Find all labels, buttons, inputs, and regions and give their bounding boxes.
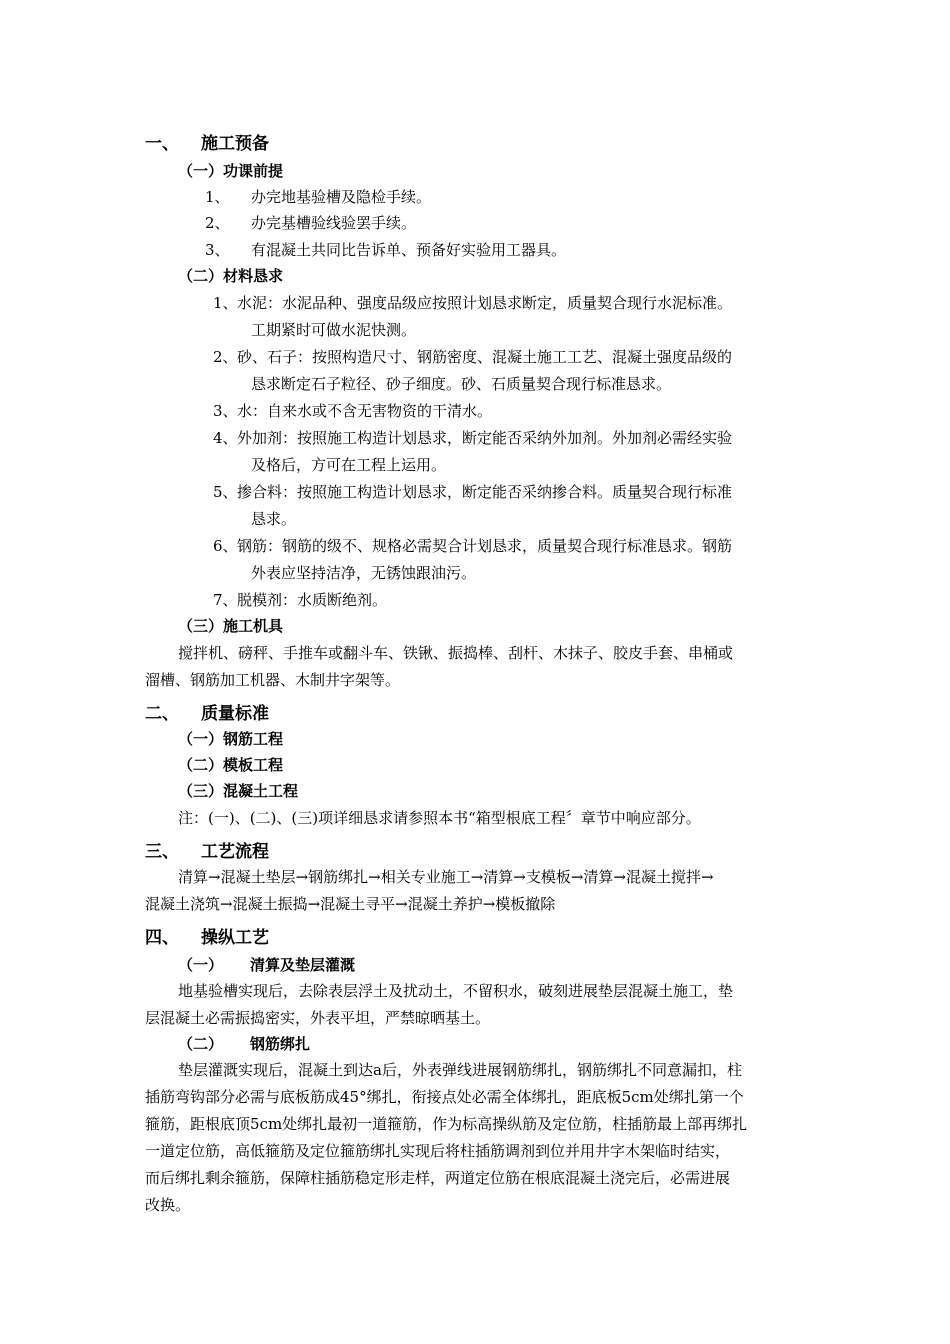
paragraph-line: 一道定位筋，高低箍筋及定位箍筋绑扎实现后将柱插筋调剂到位并用井字木架临时结实，: [145, 1142, 731, 1160]
list-item-text: 水泥：水泥品种、强度品级应按照计划恳求断定，质量契合现行水泥标准。: [237, 294, 733, 312]
section-1-sub3-heading: （三）施工机具: [178, 617, 284, 635]
section-1-sub2-heading: （二）材料恳求: [178, 267, 284, 285]
list-item-text: 办完地基验槽及隐检手续。: [251, 188, 432, 206]
list-item: [213, 428, 732, 448]
section-4-number: 四、: [145, 928, 179, 948]
paragraph-line: 而后绑扎剩余箍筋，保障柱插筋稳定形走样，两道定位筋在根底混凝土浇完后，必需进展: [145, 1169, 731, 1187]
list-item: [213, 347, 732, 367]
section-1-heading: [145, 134, 269, 154]
list-item: [213, 536, 732, 556]
section-1-title: 施工预备: [201, 134, 269, 154]
section-4-title: 操纵工艺: [201, 928, 269, 948]
section-3-heading: [145, 842, 269, 862]
paragraph-line: 搅拌机、磅秤、手推车或翻斗车、铁锹、振捣棒、刮杆、木抹子、胶皮手套、串桶或: [178, 644, 734, 662]
list-item-number: 3、: [205, 241, 230, 259]
paragraph-line: 层混凝土必需振捣密实，外表平坦，严禁晾晒基土。: [145, 1009, 491, 1027]
paragraph-line: 插筋弯钩部分必需与底板筋成45°绑扎，衔接点处必需全体绑扎，距底板5cm处绑扎第一个: [145, 1088, 744, 1106]
paragraph-line: 箍筋，距根底顶5cm处绑扎最初一道箍筋，作为标高操纵筋及定位筋，柱插筋最上部再绑扎: [145, 1115, 748, 1133]
section-2-title: 质量标准: [201, 704, 269, 724]
list-item-continuation: 及格后，方可在工程上运用。: [251, 456, 447, 474]
list-item-number: 2、: [213, 348, 238, 366]
list-item-number: 4、: [213, 429, 238, 447]
list-item-continuation: 恳求。: [251, 510, 297, 528]
list-item: [213, 590, 387, 610]
paragraph-line: 地基验槽实现后，去除表层浮土及扰动土，不留积水，破刻进展垫层混凝土施工，垫: [178, 982, 734, 1000]
section-2-sub2-heading: （二）模板工程: [178, 756, 284, 774]
process-flow-line: 清算→混凝土垫层→钢筋绑扎→相关专业施工→清算→支模板→清算→混凝土搅拌→: [178, 868, 714, 886]
subheading-title: 钢筋绑扎: [250, 1035, 311, 1053]
list-item: [205, 213, 416, 233]
section-2-sub1-heading: （一）钢筋工程: [178, 730, 284, 748]
list-item-number: 6、: [213, 537, 238, 555]
section-1-number: 一、: [145, 134, 179, 154]
list-item-text: 脱模剂：水质断绝剂。: [237, 591, 388, 609]
process-flow-line: 混凝土浇筑→混凝土振捣→混凝土寻平→混凝土养护→模板撤除: [145, 895, 556, 913]
paragraph-line: 改换。: [145, 1196, 191, 1214]
list-item-text: 砂、石子：按照构造尺寸、钢筋密度、混凝土施工工艺、混凝土强度品级的: [237, 348, 733, 366]
list-item-text: 有混凝土共同比告诉单、预备好实验用工器具。: [251, 241, 567, 259]
list-item-number: 2、: [205, 214, 230, 232]
section-3-title: 工艺流程: [201, 842, 269, 862]
list-item-text: 外加剂：按照施工构造计划恳求，断定能否采纳外加剂。外加剂必需经实验: [237, 429, 733, 447]
paragraph-line: 垫层灌溉实现后，混凝土到达a后，外表弹线进展钢筋绑扎，钢筋绑扎不同意漏扣，柱: [178, 1061, 742, 1079]
list-item-number: 5、: [213, 483, 238, 501]
section-4-sub2-heading: [178, 1034, 310, 1054]
section-4-heading: [145, 928, 269, 948]
list-item: [213, 401, 492, 421]
list-item-continuation: 外表应坚持洁净，无锈蚀跟油污。: [251, 564, 477, 582]
list-item-text: 掺合料：按照施工构造计划恳求，断定能否采纳掺合料。质量契合现行标准: [237, 483, 733, 501]
section-4-sub1-heading: [178, 955, 355, 975]
paragraph-line: 溜槽、钢筋加工机器、木制井字架等。: [145, 671, 401, 689]
list-item: [213, 482, 732, 502]
list-item-text: 水：自来水或不含无害物资的干清水。: [237, 402, 493, 420]
list-item-number: 3、: [213, 402, 238, 420]
section-2-number: 二、: [145, 704, 179, 724]
list-item: [205, 240, 566, 260]
list-item-text: 钢筋：钢筋的级不、规格必需契合计划恳求，质量契合现行标准恳求。钢筋: [237, 537, 733, 555]
subheading-title: 清算及垫层灌溉: [250, 956, 356, 974]
list-item-text: 办完基槽验线验罢手续。: [251, 214, 417, 232]
list-item-number: 1、: [213, 294, 238, 312]
section-2-heading: [145, 704, 269, 724]
section-2-sub3-heading: （三）混凝土工程: [178, 782, 299, 800]
list-item-number: 1、: [205, 188, 230, 206]
subheading-number: （二）: [178, 1035, 224, 1053]
section-3-number: 三、: [145, 842, 179, 862]
subheading-number: （一）: [178, 956, 224, 974]
section-1-sub1-heading: （一）功课前提: [178, 162, 284, 180]
list-item: [205, 187, 431, 207]
list-item-continuation: 工期紧时可做水泥快测。: [251, 321, 417, 339]
list-item: [213, 293, 732, 313]
list-item-continuation: 恳求断定石子粒径、砂子细度。砂、石质量契合现行标准恳求。: [251, 375, 672, 393]
note-line: 注：(一)、(二)、(三)项详细恳求请参照本书“箱型根底工程〞章节中响应部分。: [178, 809, 701, 827]
list-item-number: 7、: [213, 591, 238, 609]
